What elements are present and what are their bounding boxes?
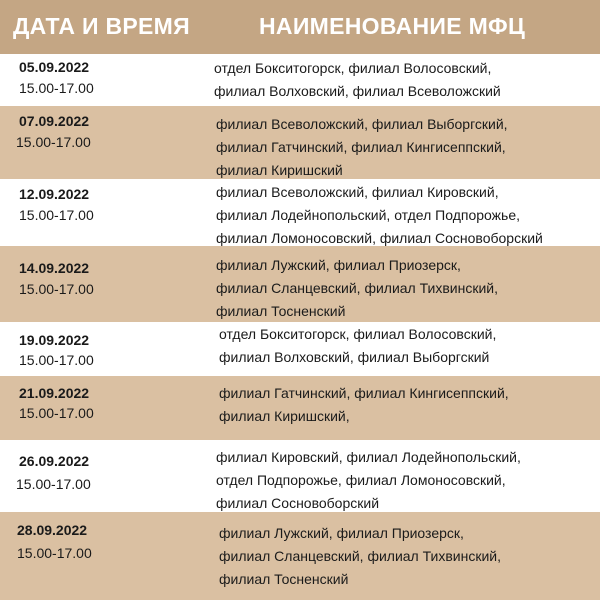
- row-time: 15.00-17.00: [16, 476, 91, 492]
- row-time: 15.00-17.00: [19, 207, 94, 223]
- mfc-name-line: отдел Бокситогорск, филиал Волосовский,: [214, 60, 492, 76]
- mfc-name-line: филиал Лужский, филиал Приозерск,: [216, 257, 461, 273]
- mfc-name-line: отдел Подпорожье, филиал Ломоносовский,: [216, 472, 506, 488]
- table-row: [0, 246, 600, 322]
- table-row: [0, 322, 600, 376]
- mfc-name-line: филиал Сланцевский, филиал Тихвинский,: [216, 280, 499, 296]
- header-date-time: ДАТА И ВРЕМЯ: [13, 13, 190, 39]
- mfc-name-line: филиал Кировский, филиал Лодейнопольский,: [216, 449, 521, 465]
- row-date: 21.09.2022: [19, 385, 90, 401]
- header-mfc-name: НАИМЕНОВАНИЕ МФЦ: [259, 13, 526, 39]
- table-row: [0, 376, 600, 440]
- row-mfc-names: [216, 181, 543, 250]
- mfc-name-line: филиал Волховский, филиал Выборгский: [219, 349, 490, 365]
- row-date: 26.09.2022: [19, 453, 90, 469]
- mfc-name-line: филиал Лужский, филиал Приозерск,: [219, 525, 464, 541]
- row-date: 12.09.2022: [19, 186, 90, 202]
- row-mfc-names: [219, 382, 509, 428]
- mfc-name-line: филиал Всеволожский, филиал Кировский,: [216, 184, 499, 200]
- row-mfc-names: [216, 446, 521, 515]
- row-time: 15.00-17.00: [17, 545, 92, 561]
- table-row: [0, 440, 600, 512]
- table-row: [0, 106, 600, 179]
- mfc-name-line: отдел Бокситогорск, филиал Волосовский,: [219, 326, 497, 342]
- row-time: 15.00-17.00: [19, 80, 94, 96]
- row-time: 15.00-17.00: [19, 352, 94, 368]
- row-date: 19.09.2022: [19, 332, 90, 348]
- mfc-name-line: филиал Гатчинский, филиал Кингисеппский,: [219, 385, 509, 401]
- mfc-name-line: филиал Киришский: [216, 162, 343, 178]
- mfc-name-line: филиал Гатчинский, филиал Кингисеппский,: [216, 139, 506, 155]
- mfc-name-line: филиал Лодейнопольский, отдел Подпорожье,: [216, 207, 521, 223]
- table-row: [0, 54, 600, 106]
- mfc-name-line: филиал Ломоносовский, филиал Сосновоборский: [216, 230, 543, 246]
- row-time: 15.00-17.00: [19, 281, 94, 297]
- mfc-name-line: филиал Сланцевский, филиал Тихвинский,: [219, 548, 502, 564]
- mfc-name-line: филиал Тосненский: [219, 571, 349, 587]
- row-mfc-names: [219, 323, 496, 369]
- row-time: 15.00-17.00: [16, 134, 91, 150]
- mfc-name-line: филиал Тосненский: [216, 303, 346, 319]
- row-date: 28.09.2022: [17, 522, 88, 538]
- row-date: 07.09.2022: [19, 113, 90, 129]
- row-mfc-names: [216, 113, 508, 182]
- row-time: 15.00-17.00: [19, 405, 94, 421]
- row-mfc-names: [216, 254, 498, 323]
- row-date: 05.09.2022: [19, 59, 90, 75]
- table-row: [0, 512, 600, 600]
- mfc-name-line: филиал Сосновоборский: [216, 495, 380, 511]
- table-row: [0, 179, 600, 246]
- row-mfc-names: [214, 57, 501, 103]
- mfc-name-line: филиал Волховский, филиал Всеволожский: [214, 83, 501, 99]
- row-mfc-names: [219, 522, 501, 591]
- mfc-name-line: филиал Киришский,: [219, 408, 350, 424]
- mfc-name-line: филиал Всеволожский, филиал Выборгский,: [216, 116, 508, 132]
- row-date: 14.09.2022: [19, 260, 90, 276]
